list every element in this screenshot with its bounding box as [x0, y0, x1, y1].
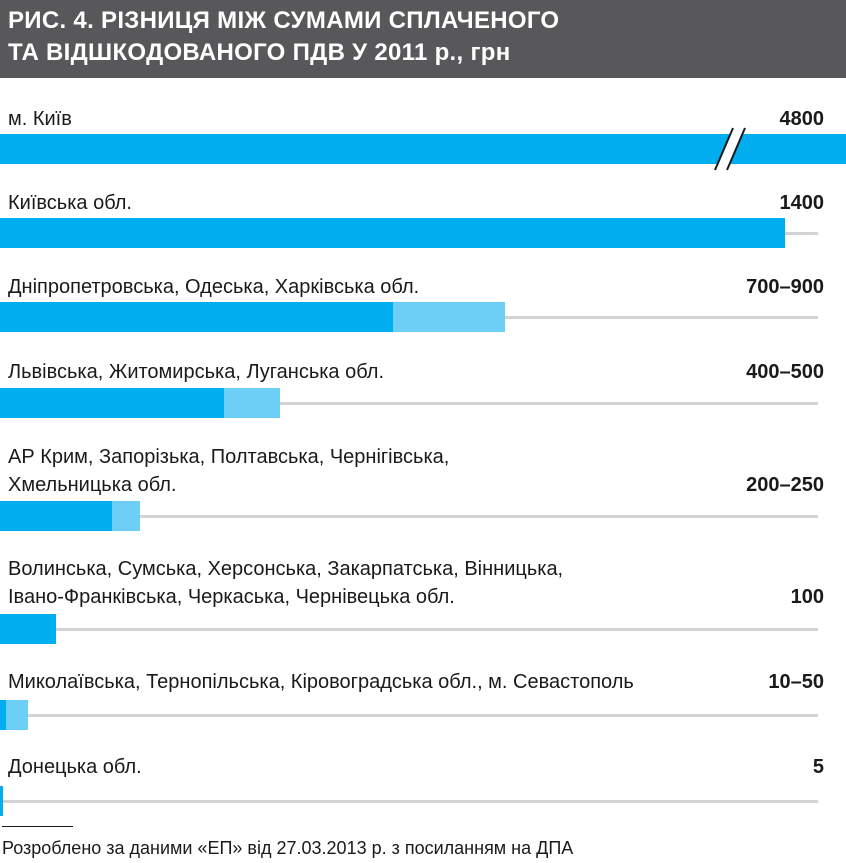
value-label: 1400 [779, 192, 824, 214]
bar-track [0, 714, 818, 717]
bar-track [0, 628, 818, 631]
category-label: Хмельницька обл. [8, 474, 177, 496]
footnote-divider [2, 826, 73, 827]
source-note: Розроблено за даними «ЕП» від 27.03.2013 р. з посиланням на ДПА [2, 838, 574, 858]
bar-value [0, 302, 393, 332]
category-label: Волинська, Сумська, Херсонська, Закарпатська, Вінницька, [8, 558, 564, 580]
value-label: 700–900 [746, 276, 824, 298]
bar-value [0, 501, 112, 531]
chart-title-line-1: РИС. 4. РІЗНИЦЯ МІЖ СУМАМИ СПЛАЧЕНОГО [8, 7, 560, 34]
category-label: АР Крим, Запорізька, Полтавська, Чернігівська, [8, 446, 450, 468]
category-label: м. Київ [8, 108, 72, 130]
bar-track [0, 800, 818, 803]
category-label: Донецька обл. [8, 756, 142, 778]
chart-title-line-2: ТА ВІДШКОДОВАНОГО ПДВ У 2011 р., грн [8, 39, 511, 66]
category-label: Київська обл. [8, 192, 132, 214]
value-label: 4800 [779, 108, 824, 130]
category-label: Львівська, Житомирська, Луганська обл. [8, 361, 385, 383]
value-label: 10–50 [768, 671, 824, 693]
value-label: 5 [812, 756, 824, 778]
value-label: 200–250 [746, 474, 824, 496]
value-label: 400–500 [746, 361, 824, 383]
category-label: Миколаївська, Тернопільська, Кіровоградська обл., м. Севастополь [8, 671, 634, 693]
bar-value [0, 388, 224, 418]
value-label: 100 [790, 586, 824, 608]
bar-value [0, 786, 3, 816]
bar-value [0, 218, 785, 248]
bar-value [0, 614, 56, 644]
category-label: Дніпропетровська, Одеська, Харківська обл. [8, 276, 420, 298]
bar-value [0, 700, 6, 730]
category-label: Івано-Франківська, Черкаська, Чернівецька обл. [8, 586, 455, 608]
